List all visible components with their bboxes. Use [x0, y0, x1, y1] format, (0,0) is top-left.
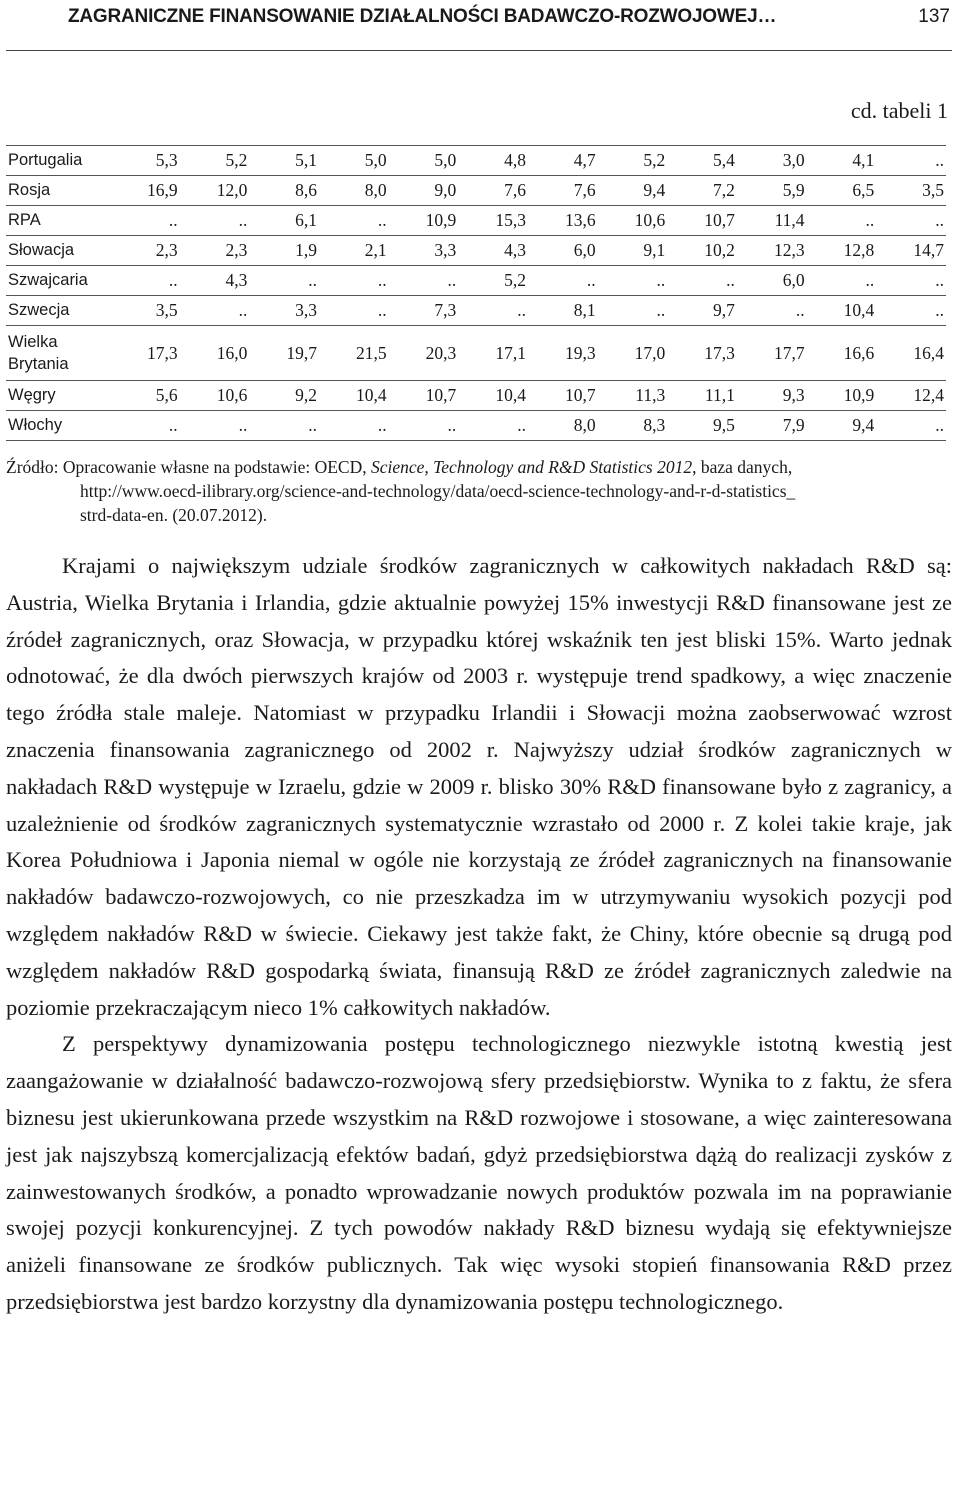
value-cell: 10,7: [528, 381, 598, 411]
value-cell: 9,4: [807, 411, 877, 441]
source-prefix: Źródło: Opracowanie własne na podstawie: OECD,: [6, 457, 371, 477]
table-row: [6, 326, 946, 381]
value-cell: ..: [876, 411, 946, 441]
value-cell: 19,7: [249, 326, 319, 381]
paragraph: Krajami o największym udziale środków zagranicznych w całkowitych nakładach R&D są: Austria, Wielka Brytania i Irlandia, gdzie aktualnie powyżej 15% inwestycji R&D finansowane jest ze źródeł zagranicznych, oraz Słowacja, w przypadku której wskaźnik ten jest bliski 15%. Warto jednak odnotować, że dla dwóch pierwszych krajów od 2003 r. występuje trend spadkowy, a więc znaczenie tego źródła stale maleje. Natomiast w przypadku Irlandii i Słowacji można zaobserwować wzrost znaczenia finansowania zagranicznego od 2002 r. Najwyższy udział środków zagranicznych w nakładach R&D występuje w Izraelu, gdzie w 2009 r. blisko 30% R&D finansowane było z zagranicy, a uzależnienie od środków zagranicznych systematycznie wzrastało od 2000 r. Z kolei takie kraje, jak Korea Południowa i Japonia niemal w ogóle nie korzystają ze źródeł zagranicznych na finansowanie nakładów badawczo-rozwojowych, co nie przeszkadza im w utrzymywaniu wysokich pozycji pod względem nakładów R&D w świecie. Ciekawy jest także fakt, że Chiny, które obecnie są drugą pod względem nakładów R&D gospodarką świata, finansują R&D ze źródeł zagranicznych zaledwie na poziomie przekraczającym nieco 1% całkowitych nakładów.: [6, 553, 952, 1020]
value-cell: ..: [876, 296, 946, 326]
table-row: [6, 236, 946, 266]
running-header-title: ZAGRANICZNE FINANSOWANIE DZIAŁALNOŚCI BADAWCZO-ROZWOJOWEJ…: [68, 6, 777, 27]
value-cell: 19,3: [528, 326, 598, 381]
value-cell: 6,1: [249, 206, 319, 236]
value-cell: 3,3: [249, 296, 319, 326]
value-cell: 3,0: [737, 146, 807, 176]
value-cell: ..: [598, 296, 668, 326]
value-cell: ..: [389, 266, 459, 296]
value-cell: 16,9: [110, 176, 180, 206]
value-cell: 9,1: [598, 236, 668, 266]
value-cell: ..: [110, 206, 180, 236]
value-cell: 15,3: [458, 206, 528, 236]
value-cell: 3,5: [110, 296, 180, 326]
value-cell: ..: [458, 296, 528, 326]
value-cell: 9,7: [667, 296, 737, 326]
value-cell: 8,0: [319, 176, 389, 206]
source-title: Science, Technology and R&D Statistics 2012: [370, 457, 693, 477]
value-cell: ..: [319, 296, 389, 326]
value-cell: 10,4: [807, 296, 877, 326]
country-cell: Szwecja: [6, 296, 110, 326]
value-cell: 9,4: [598, 176, 668, 206]
source-url-line-end: strd-data-en. (20.07.2012).: [80, 505, 268, 525]
value-cell: 3,5: [876, 176, 946, 206]
country-cell: Włochy: [6, 411, 110, 441]
value-cell: ..: [180, 206, 250, 236]
value-cell: 9,5: [667, 411, 737, 441]
value-cell: 9,2: [249, 381, 319, 411]
value-cell: ..: [876, 266, 946, 296]
value-cell: 5,2: [458, 266, 528, 296]
country-cell: RPA: [6, 206, 110, 236]
value-cell: ..: [807, 266, 877, 296]
header-divider: [6, 50, 952, 51]
value-cell: 13,6: [528, 206, 598, 236]
value-cell: ..: [110, 411, 180, 441]
value-cell: 5,6: [110, 381, 180, 411]
country-cell: Słowacja: [6, 236, 110, 266]
value-cell: 14,7: [876, 236, 946, 266]
value-cell: ..: [876, 206, 946, 236]
value-cell: 7,2: [667, 176, 737, 206]
value-cell: 17,0: [598, 326, 668, 381]
value-cell: 4,8: [458, 146, 528, 176]
value-cell: 5,2: [180, 146, 250, 176]
value-cell: 11,4: [737, 206, 807, 236]
value-cell: 2,3: [110, 236, 180, 266]
value-cell: 11,3: [598, 381, 668, 411]
value-cell: 4,1: [807, 146, 877, 176]
value-cell: 6,5: [807, 176, 877, 206]
country-cell: Wielka Brytania: [6, 326, 110, 381]
value-cell: ..: [319, 411, 389, 441]
value-cell: 17,7: [737, 326, 807, 381]
value-cell: 12,0: [180, 176, 250, 206]
value-cell: 17,1: [458, 326, 528, 381]
page-number: 137: [918, 6, 950, 27]
value-cell: 17,3: [667, 326, 737, 381]
value-cell: 21,5: [319, 326, 389, 381]
value-cell: 3,3: [389, 236, 459, 266]
value-cell: 16,6: [807, 326, 877, 381]
value-cell: ..: [249, 266, 319, 296]
value-cell: ..: [319, 266, 389, 296]
value-cell: 7,3: [389, 296, 459, 326]
value-cell: ..: [737, 296, 807, 326]
value-cell: ..: [458, 411, 528, 441]
value-cell: 5,4: [667, 146, 737, 176]
paragraph: Z perspektywy dynamizowania postępu technologicznego niezwykle istotną kwestią jest zaangażowanie w działalność badawczo-rozwojową sfery przedsiębiorstw. Wynika to z faktu, że sfera biznesu jest ukierunkowana przede wszystkim na R&D rozwojowe i stosowane, a więc zainteresowana jest jak najszybszą komercjalizacją efektów badań, gdyż przedsiębiorstwa dążą do realizacji zysków z zainwestowanych środków, a ponadto wprowadzanie nowych produktów pozwala im na poprawianie swojej pozycji konkurencyjnej. Z tych powodów nakłady R&D biznesu wydają się efektywniejsze aniżeli finansowane ze środków publicznych. Tak więc wysoki stopień finansowania R&D przez przedsiębiorstwa jest bardzo korzystny dla dynamizowania postępu technologicznego.: [6, 1031, 952, 1314]
value-cell: 10,4: [458, 381, 528, 411]
value-cell: 8,0: [528, 411, 598, 441]
value-cell: ..: [180, 411, 250, 441]
country-cell: Portugalia: [6, 146, 110, 176]
table-row: [6, 296, 946, 326]
table-row: [6, 146, 946, 176]
value-cell: 11,1: [667, 381, 737, 411]
value-cell: 7,6: [458, 176, 528, 206]
value-cell: 10,7: [667, 206, 737, 236]
value-cell: ..: [180, 296, 250, 326]
value-cell: ..: [876, 146, 946, 176]
value-cell: 5,2: [598, 146, 668, 176]
country-cell: Węgry: [6, 381, 110, 411]
value-cell: 7,6: [528, 176, 598, 206]
value-cell: ..: [319, 206, 389, 236]
value-cell: 10,9: [807, 381, 877, 411]
value-cell: 10,6: [180, 381, 250, 411]
value-cell: 20,3: [389, 326, 459, 381]
value-cell: 10,9: [389, 206, 459, 236]
value-cell: 6,0: [737, 266, 807, 296]
value-cell: 10,7: [389, 381, 459, 411]
value-cell: ..: [249, 411, 319, 441]
table-continuation-label: cd. tabeli 1: [850, 98, 948, 123]
value-cell: 9,3: [737, 381, 807, 411]
table-row: [6, 206, 946, 236]
table-row: [6, 266, 946, 296]
value-cell: 7,9: [737, 411, 807, 441]
value-cell: ..: [389, 411, 459, 441]
value-cell: 5,0: [319, 146, 389, 176]
value-cell: 10,2: [667, 236, 737, 266]
value-cell: 6,0: [528, 236, 598, 266]
value-cell: 12,3: [737, 236, 807, 266]
body-text: [6, 548, 952, 1321]
value-cell: 17,3: [110, 326, 180, 381]
value-cell: 4,3: [180, 266, 250, 296]
value-cell: 8,6: [249, 176, 319, 206]
value-cell: ..: [528, 266, 598, 296]
value-cell: 16,0: [180, 326, 250, 381]
country-cell: Rosja: [6, 176, 110, 206]
table-source-note: [6, 455, 950, 527]
value-cell: 12,4: [876, 381, 946, 411]
value-cell: 5,1: [249, 146, 319, 176]
value-cell: 16,4: [876, 326, 946, 381]
value-cell: 10,4: [319, 381, 389, 411]
source-url-line: http://www.oecd-ilibrary.org/science-and-technology/data/oecd-science-technology-and-r-d-statistics_: [80, 481, 796, 501]
running-header: [0, 4, 960, 40]
value-cell: 2,3: [180, 236, 250, 266]
value-cell: ..: [807, 206, 877, 236]
source-suffix: , baza danych,: [692, 457, 793, 477]
value-cell: 1,9: [249, 236, 319, 266]
value-cell: 2,1: [319, 236, 389, 266]
value-cell: ..: [598, 266, 668, 296]
value-cell: 4,3: [458, 236, 528, 266]
country-cell: Szwajcaria: [6, 266, 110, 296]
value-cell: 10,6: [598, 206, 668, 236]
table-row: [6, 176, 946, 206]
value-cell: 5,0: [389, 146, 459, 176]
value-cell: 8,3: [598, 411, 668, 441]
table-row: [6, 411, 946, 441]
value-cell: ..: [667, 266, 737, 296]
value-cell: 8,1: [528, 296, 598, 326]
table-row: [6, 381, 946, 411]
data-table: [6, 145, 946, 441]
data-table-container: [6, 145, 946, 441]
value-cell: 12,8: [807, 236, 877, 266]
value-cell: 5,9: [737, 176, 807, 206]
value-cell: 9,0: [389, 176, 459, 206]
value-cell: ..: [110, 266, 180, 296]
value-cell: 5,3: [110, 146, 180, 176]
value-cell: 4,7: [528, 146, 598, 176]
data-table-body: [6, 146, 946, 441]
